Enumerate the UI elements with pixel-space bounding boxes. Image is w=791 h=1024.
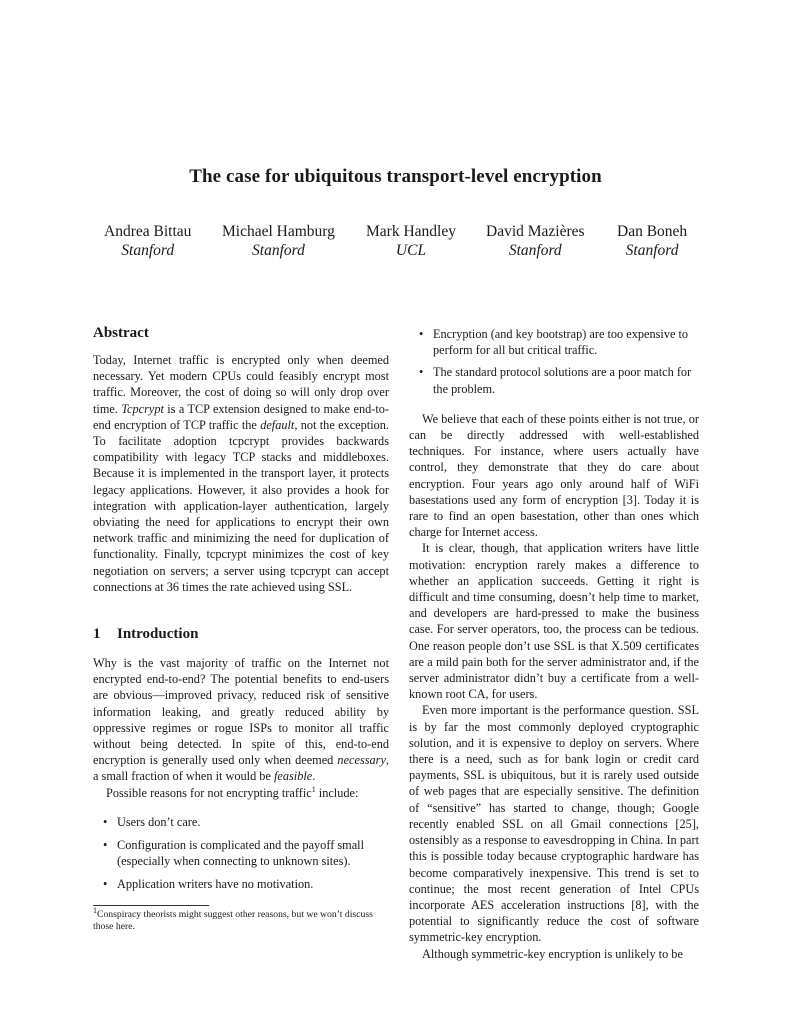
abstract-paragraph <box>93 352 389 595</box>
section-title: Introduction <box>117 626 199 643</box>
bullet-icon: • <box>419 327 424 341</box>
bullet-list <box>409 326 699 397</box>
body-paragraph: Even more important is the performance question. SSL is by far the most commonly deployed cryptographic solution, and it is expensive to deploy on servers. Where there is a need, such as for bank login or credit card payments, SSL is ubiquitous, but it is rarely used outside of web pages that are especially sensitive. The definition of “sensitive” has started to change, though; Google recently enabled SSL on all Gmail connections [25], ostensibly as a response to eavesdropping in China. In part this is possible today because cryptographic hardware has become comparatively inexpensive. This trend is set to continue; the most recent generation of Intel CPUs incorporate AES acceleration instructions [8], with the potential to significantly reduce the cost of software symmetric-key encryption. <box>409 703 699 945</box>
list-item <box>93 837 389 869</box>
author-name: Mark Handley <box>366 223 456 240</box>
list-item-text: Application writers have no motivation. <box>117 877 314 892</box>
bullet-icon: • <box>419 365 424 380</box>
author-affiliation: UCL <box>395 242 427 259</box>
list-item-text: Configuration is complicated and the payoff small (especially when connecting to unknown sites). <box>117 838 365 869</box>
intro-text: include: <box>315 785 359 800</box>
list-item-text: The standard protocol solutions are a poor match for the problem. <box>433 365 692 396</box>
bullet-icon: • <box>103 814 108 829</box>
footnote-mark: 1 <box>93 905 97 915</box>
intro-text: Possible reasons for not encrypting traffic <box>106 785 312 800</box>
author-block <box>222 222 335 260</box>
list-item-text: Encryption (and key bootstrap) are too expensive to perform for all but critical traffic. <box>433 327 689 358</box>
body-paragraph: We believe that each of these points either is not true, or can be directly addressed with well-established techniques. For instance, where users actually have control, they demonstrate that they do care about encryption. Four years ago only around half of WiFi basestations used any form of encryption [3]. Today it is rare to find an open basestation, other than ones which charge for Internet access. <box>409 411 699 540</box>
footnote-ref[interactable]: 1 <box>311 784 316 794</box>
intro-text: , a small fraction of when it would be <box>93 753 389 784</box>
body-paragraph: Although symmetric-key encryption is unlikely to be <box>422 946 683 961</box>
list-item-text: Users don’t care. <box>117 814 201 829</box>
author-affiliation: Stanford <box>508 242 562 259</box>
abstract-text: is a TCP extension designed to make end-to-end encryption of TCP traffic the <box>93 401 389 432</box>
author-affiliation: Stanford <box>625 242 679 259</box>
abstract-text: Today, Internet traffic is encrypted only when deemed necessary. Yet modern CPUs could feasibly encrypt most traffic. Moreover, the cost of doing so will only drop over time. <box>93 353 389 416</box>
bullet-icon: • <box>103 877 108 892</box>
intro-emphasis: feasible <box>274 769 313 784</box>
abstract-text: , not the exception. To facilitate adoption tcpcrypt provides backwards compatibility with legacy TCP stacks and middleboxes. Because it is implemented in the transport layer, it protects legacy applications. However, it also provides a hook for integration with application-layer authentication, largely obviating the need for applications to encrypt their own network traffic and minimizing the need for duplication of functionality. Finally, tcpcrypt minimizes the cost of key negotiation on servers; a server using tcpcrypt can accept connections at 36 times the rate achieved using SSL. <box>93 417 389 594</box>
intro-emphasis: necessary <box>337 753 386 768</box>
author-name: Michael Hamburg <box>222 223 335 240</box>
footnote-text: Conspiracy theorists might suggest other reasons, but we won’t discuss those here. <box>93 908 373 933</box>
author-name: David Mazières <box>486 223 585 240</box>
section-number: 1 <box>93 626 101 643</box>
author-affiliation: Stanford <box>252 242 305 259</box>
author-block <box>104 222 191 260</box>
list-item <box>409 364 699 396</box>
author-name: Andrea Bittau <box>104 223 192 240</box>
intro-paragraph <box>93 655 389 785</box>
intro-text: . <box>312 769 316 784</box>
author-block <box>486 222 585 260</box>
right-column <box>409 326 699 962</box>
intro-text: Why is the vast majority of traffic on the Internet not encrypted end-to-end? The potential benefits to end-users are obvious—improved privacy, reduced risk of sensitive information leaking, and greatly reduced ability by oppressive regimes or rogue ISPs to monitor all traffic without being detected. In spite of this, end-to-end encryption is generally used only when deemed <box>93 656 389 768</box>
abstract-emphasis: default <box>260 417 295 432</box>
author-affiliation: Stanford <box>121 242 175 259</box>
author-block <box>366 222 456 260</box>
footnote-divider <box>93 905 209 906</box>
bullet-list <box>93 814 389 893</box>
abstract-heading: Abstract <box>93 325 149 341</box>
paper-title: The case for ubiquitous transport-level encryption <box>189 166 602 187</box>
abstract-emphasis: Tcpcrypt <box>121 401 164 416</box>
author-name: Dan Boneh <box>617 223 688 240</box>
bullet-icon: • <box>103 838 108 853</box>
intro-heading <box>93 624 389 644</box>
footnote <box>93 905 389 934</box>
intro-paragraph <box>93 785 389 801</box>
list-item <box>409 326 699 358</box>
body-paragraph: It is clear, though, that application writers have little motivation: encryption rarely makes a difference to whether an application succeeds. Getting it right is difficult and time consuming, doesn’t help time to market, and developers are hard-pressed to make the business case. For server operators, too, the process can be tedious. One reason people don’t use SSL is that X.509 certificates are a mild pain both for the server administrator and, if the server administrator didn’t buy a certificate from a well-known root CA, for users. <box>409 541 699 702</box>
author-block <box>617 222 687 260</box>
list-item <box>93 876 389 892</box>
list-item <box>93 814 389 830</box>
left-column <box>93 323 389 934</box>
author-list <box>0 222 791 262</box>
